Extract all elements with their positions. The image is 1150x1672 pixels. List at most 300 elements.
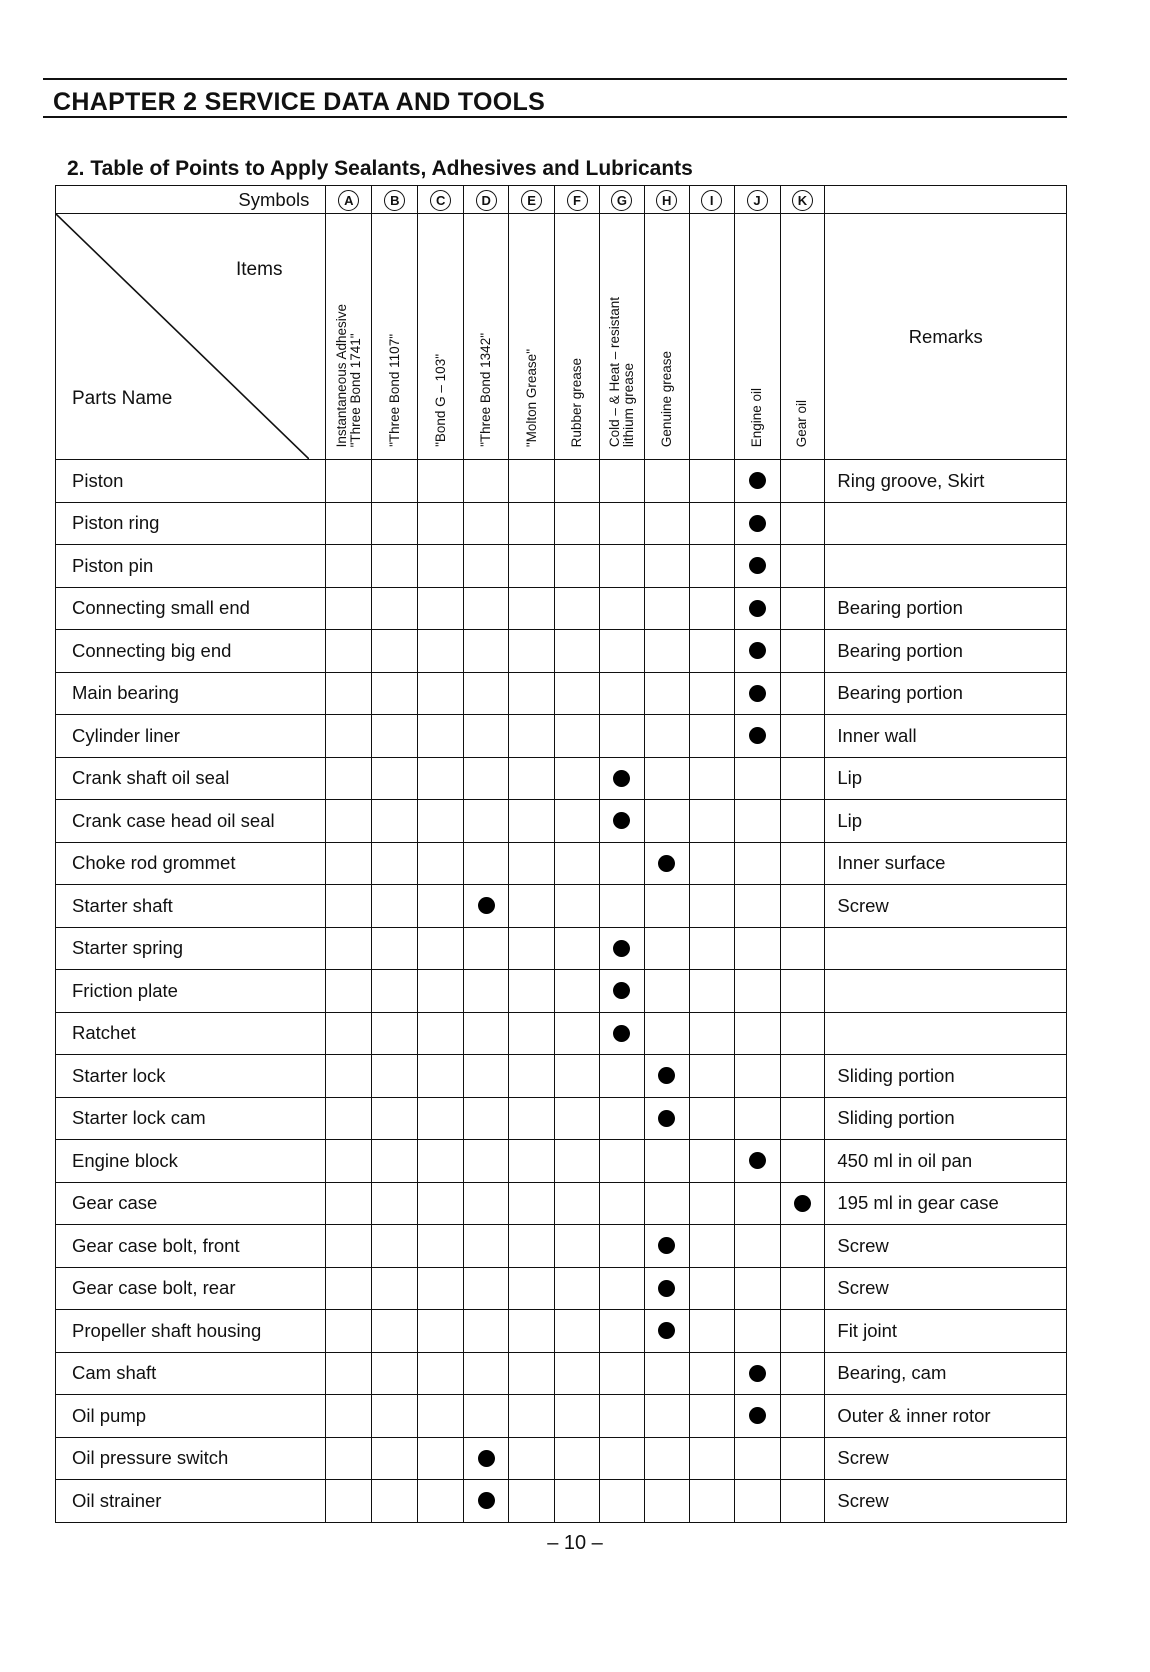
mark-cell — [464, 757, 509, 800]
mark-cell — [689, 672, 734, 715]
column-header-label: "Bond G – 103" — [432, 354, 448, 447]
mark-cell — [780, 1395, 825, 1438]
part-name-cell: Oil pressure switch — [56, 1437, 326, 1480]
mark-cell — [418, 1097, 464, 1140]
mark-cell — [509, 587, 555, 630]
mark-cell — [509, 1012, 555, 1055]
mark-cell — [734, 1480, 780, 1523]
table-row — [56, 1310, 1067, 1353]
chapter-underline — [43, 116, 1067, 118]
mark-cell — [326, 587, 372, 630]
mark-cell — [599, 630, 644, 673]
mark-cell — [555, 970, 600, 1013]
table-row — [56, 460, 1067, 503]
mark-cell — [555, 1097, 600, 1140]
mark-cell — [644, 1437, 689, 1480]
mark-cell — [509, 545, 555, 588]
application-dot-icon — [613, 770, 630, 787]
mark-cell — [644, 545, 689, 588]
table-row — [56, 1225, 1067, 1268]
mark-cell — [464, 1140, 509, 1183]
mark-cell — [372, 1437, 418, 1480]
mark-cell — [644, 800, 689, 843]
application-dot-icon — [658, 1322, 675, 1339]
mark-cell — [326, 800, 372, 843]
mark-cell — [418, 1055, 464, 1098]
mark-cell — [555, 1225, 600, 1268]
symbol-blank-cell — [825, 186, 1067, 214]
mark-cell — [418, 1395, 464, 1438]
mark-cell — [326, 885, 372, 928]
mark-cell — [644, 1395, 689, 1438]
mark-cell — [326, 672, 372, 715]
mark-cell — [464, 460, 509, 503]
mark-cell — [509, 1225, 555, 1268]
mark-cell — [734, 1055, 780, 1098]
remarks-cell — [825, 927, 1067, 970]
mark-cell — [418, 1267, 464, 1310]
mark-cell — [326, 757, 372, 800]
application-dot-icon — [749, 685, 766, 702]
remarks-cell: Lip — [825, 800, 1067, 843]
mark-cell — [599, 842, 644, 885]
mark-cell — [644, 1055, 689, 1098]
mark-cell — [599, 885, 644, 928]
symbol-circle: C — [430, 190, 451, 211]
parts-name-label: Parts Name — [72, 388, 173, 409]
mark-cell — [644, 715, 689, 758]
mark-cell — [372, 502, 418, 545]
part-name-cell: Gear case — [56, 1182, 326, 1225]
mark-cell — [689, 587, 734, 630]
mark-cell — [509, 715, 555, 758]
mark-cell — [780, 630, 825, 673]
mark-cell — [509, 927, 555, 970]
mark-cell — [689, 1012, 734, 1055]
mark-cell — [509, 1267, 555, 1310]
section-title: 2. Table of Points to Apply Sealants, Adhesives and Lubricants — [67, 157, 693, 180]
application-dot-icon — [658, 855, 675, 872]
mark-cell — [372, 1097, 418, 1140]
mark-cell — [326, 545, 372, 588]
remarks-cell: Bearing, cam — [825, 1352, 1067, 1395]
mark-cell — [599, 1267, 644, 1310]
mark-cell — [689, 1352, 734, 1395]
mark-cell — [599, 757, 644, 800]
application-dot-icon — [749, 1152, 766, 1169]
mark-cell — [734, 502, 780, 545]
table-row — [56, 1182, 1067, 1225]
part-name-cell: Cylinder liner — [56, 715, 326, 758]
mark-cell — [734, 842, 780, 885]
column-header-label: Genuine grease — [658, 350, 674, 447]
mark-cell — [780, 800, 825, 843]
mark-cell — [555, 757, 600, 800]
mark-cell — [372, 1140, 418, 1183]
mark-cell — [734, 1012, 780, 1055]
remarks-cell: Ring groove, Skirt — [825, 460, 1067, 503]
mark-cell — [418, 587, 464, 630]
mark-cell — [780, 927, 825, 970]
mark-cell — [734, 1395, 780, 1438]
mark-cell — [780, 1097, 825, 1140]
symbol-circle: B — [384, 190, 405, 211]
mark-cell — [418, 1182, 464, 1225]
mark-cell — [689, 1225, 734, 1268]
mark-cell — [599, 800, 644, 843]
mark-cell — [509, 1352, 555, 1395]
mark-cell — [555, 1310, 600, 1353]
mark-cell — [326, 842, 372, 885]
mark-cell — [418, 885, 464, 928]
mark-cell — [689, 800, 734, 843]
mark-cell — [509, 1437, 555, 1480]
mark-cell — [418, 970, 464, 1013]
column-header — [734, 214, 780, 460]
mark-cell — [464, 1437, 509, 1480]
table-row — [56, 1395, 1067, 1438]
chapter-title: CHAPTER 2 SERVICE DATA AND TOOLS — [53, 88, 546, 116]
mark-cell — [644, 587, 689, 630]
symbol-circle: E — [521, 190, 542, 211]
part-name-cell: Choke rod grommet — [56, 842, 326, 885]
application-dot-icon — [749, 557, 766, 574]
mark-cell — [644, 460, 689, 503]
mark-cell — [689, 1437, 734, 1480]
mark-cell — [599, 1182, 644, 1225]
mark-cell — [689, 757, 734, 800]
mark-cell — [418, 545, 464, 588]
column-header-label: Cold – & Heat – resistant lithium grease — [606, 296, 636, 447]
application-dot-icon — [478, 1450, 495, 1467]
mark-cell — [599, 587, 644, 630]
mark-cell — [734, 672, 780, 715]
mark-cell — [599, 1395, 644, 1438]
mark-cell — [372, 1225, 418, 1268]
remarks-cell: Lip — [825, 757, 1067, 800]
mark-cell — [464, 842, 509, 885]
column-header — [599, 214, 644, 460]
mark-cell — [555, 460, 600, 503]
mark-cell — [555, 1395, 600, 1438]
remarks-cell: Bearing portion — [825, 587, 1067, 630]
mark-cell — [734, 715, 780, 758]
mark-cell — [644, 1310, 689, 1353]
remarks-cell: Inner surface — [825, 842, 1067, 885]
mark-cell — [555, 1437, 600, 1480]
column-header — [326, 214, 372, 460]
mark-cell — [464, 1267, 509, 1310]
mark-cell — [509, 1140, 555, 1183]
mark-cell — [644, 1480, 689, 1523]
mark-cell — [734, 1437, 780, 1480]
symbols-label: Symbols — [56, 186, 326, 214]
mark-cell — [599, 1140, 644, 1183]
remarks-cell — [825, 970, 1067, 1013]
remarks-cell: Screw — [825, 885, 1067, 928]
mark-cell — [509, 1182, 555, 1225]
mark-cell — [734, 1352, 780, 1395]
symbol-cell — [644, 186, 689, 214]
mark-cell — [599, 460, 644, 503]
mark-cell — [780, 460, 825, 503]
part-name-cell: Engine block — [56, 1140, 326, 1183]
mark-cell — [509, 1055, 555, 1098]
mark-cell — [372, 1055, 418, 1098]
mark-cell — [326, 1267, 372, 1310]
mark-cell — [372, 757, 418, 800]
symbol-cell — [599, 186, 644, 214]
part-name-cell: Starter shaft — [56, 885, 326, 928]
part-name-cell: Connecting big end — [56, 630, 326, 673]
mark-cell — [780, 1352, 825, 1395]
items-parts-header — [56, 214, 326, 460]
mark-cell — [780, 1267, 825, 1310]
application-dot-icon — [749, 1365, 766, 1382]
mark-cell — [555, 1352, 600, 1395]
remarks-cell: 195 ml in gear case — [825, 1182, 1067, 1225]
mark-cell — [372, 1012, 418, 1055]
mark-cell — [372, 842, 418, 885]
part-name-cell: Crank case head oil seal — [56, 800, 326, 843]
mark-cell — [372, 885, 418, 928]
part-name-cell: Piston pin — [56, 545, 326, 588]
mark-cell — [644, 502, 689, 545]
mark-cell — [464, 970, 509, 1013]
part-name-cell: Connecting small end — [56, 587, 326, 630]
mark-cell — [555, 885, 600, 928]
mark-cell — [464, 800, 509, 843]
table-row — [56, 545, 1067, 588]
table-row — [56, 1012, 1067, 1055]
table-row — [56, 1437, 1067, 1480]
application-dot-icon — [749, 642, 766, 659]
part-name-cell: Starter spring — [56, 927, 326, 970]
mark-cell — [599, 672, 644, 715]
mark-cell — [734, 1267, 780, 1310]
remarks-cell — [825, 502, 1067, 545]
mark-cell — [689, 630, 734, 673]
mark-cell — [464, 1012, 509, 1055]
mark-cell — [555, 1055, 600, 1098]
mark-cell — [734, 545, 780, 588]
symbol-circle: H — [656, 190, 677, 211]
remarks-cell: Screw — [825, 1480, 1067, 1523]
mark-cell — [644, 1352, 689, 1395]
table-row — [56, 1055, 1067, 1098]
part-name-cell: Starter lock — [56, 1055, 326, 1098]
mark-cell — [780, 545, 825, 588]
table-row — [56, 672, 1067, 715]
mark-cell — [326, 715, 372, 758]
mark-cell — [509, 757, 555, 800]
mark-cell — [326, 630, 372, 673]
mark-cell — [464, 545, 509, 588]
application-dot-icon — [478, 897, 495, 914]
mark-cell — [509, 1480, 555, 1523]
column-header-label: Gear oil — [794, 399, 810, 447]
remarks-cell: Sliding portion — [825, 1097, 1067, 1140]
mark-cell — [464, 587, 509, 630]
mark-cell — [734, 1097, 780, 1140]
mark-cell — [464, 1310, 509, 1353]
mark-cell — [418, 715, 464, 758]
mark-cell — [689, 1310, 734, 1353]
mark-cell — [418, 630, 464, 673]
table-row — [56, 502, 1067, 545]
mark-cell — [734, 587, 780, 630]
mark-cell — [734, 757, 780, 800]
mark-cell — [326, 970, 372, 1013]
column-header — [509, 214, 555, 460]
mark-cell — [372, 970, 418, 1013]
mark-cell — [418, 1352, 464, 1395]
mark-cell — [372, 800, 418, 843]
remarks-header — [825, 214, 1067, 460]
mark-cell — [689, 1097, 734, 1140]
mark-cell — [555, 630, 600, 673]
mark-cell — [509, 800, 555, 843]
column-header — [644, 214, 689, 460]
column-header-label: "Molton Grease" — [523, 348, 539, 447]
mark-cell — [372, 630, 418, 673]
table-row — [56, 630, 1067, 673]
mark-cell — [734, 630, 780, 673]
mark-cell — [734, 885, 780, 928]
mark-cell — [509, 1097, 555, 1140]
mark-cell — [326, 1310, 372, 1353]
column-header-label: "Three Bond 1107" — [386, 334, 402, 447]
part-name-cell: Piston ring — [56, 502, 326, 545]
column-header — [780, 214, 825, 460]
lubricant-table — [55, 185, 1067, 1523]
mark-cell — [555, 1012, 600, 1055]
mark-cell — [326, 1140, 372, 1183]
mark-cell — [555, 842, 600, 885]
table-row — [56, 1097, 1067, 1140]
column-header — [689, 214, 734, 460]
mark-cell — [326, 502, 372, 545]
mark-cell — [780, 1182, 825, 1225]
page-number: – 10 – — [547, 1532, 603, 1554]
symbol-cell — [418, 186, 464, 214]
mark-cell — [555, 587, 600, 630]
mark-cell — [418, 927, 464, 970]
application-dot-icon — [658, 1237, 675, 1254]
mark-cell — [555, 1267, 600, 1310]
mark-cell — [372, 1352, 418, 1395]
mark-cell — [372, 1182, 418, 1225]
mark-cell — [689, 460, 734, 503]
mark-cell — [780, 885, 825, 928]
mark-cell — [372, 672, 418, 715]
mark-cell — [418, 842, 464, 885]
mark-cell — [326, 1352, 372, 1395]
mark-cell — [372, 1480, 418, 1523]
mark-cell — [509, 1310, 555, 1353]
symbol-cell — [464, 186, 509, 214]
mark-cell — [509, 1395, 555, 1438]
mark-cell — [734, 1182, 780, 1225]
remarks-cell: Sliding portion — [825, 1055, 1067, 1098]
part-name-cell: Gear case bolt, rear — [56, 1267, 326, 1310]
part-name-cell: Crank shaft oil seal — [56, 757, 326, 800]
mark-cell — [780, 757, 825, 800]
application-dot-icon — [613, 1025, 630, 1042]
application-dot-icon — [613, 982, 630, 999]
mark-cell — [372, 927, 418, 970]
mark-cell — [464, 502, 509, 545]
mark-cell — [326, 1225, 372, 1268]
mark-cell — [689, 1395, 734, 1438]
mark-cell — [372, 1267, 418, 1310]
mark-cell — [555, 1140, 600, 1183]
mark-cell — [326, 1055, 372, 1098]
table-row — [56, 970, 1067, 1013]
mark-cell — [555, 502, 600, 545]
mark-cell — [689, 1055, 734, 1098]
mark-cell — [599, 1225, 644, 1268]
mark-cell — [780, 672, 825, 715]
mark-cell — [372, 587, 418, 630]
mark-cell — [644, 927, 689, 970]
application-dot-icon — [613, 940, 630, 957]
mark-cell — [644, 1267, 689, 1310]
mark-cell — [372, 1395, 418, 1438]
mark-cell — [689, 1267, 734, 1310]
mark-cell — [326, 927, 372, 970]
mark-cell — [555, 715, 600, 758]
mark-cell — [464, 1352, 509, 1395]
application-dot-icon — [749, 600, 766, 617]
mark-cell — [418, 1480, 464, 1523]
mark-cell — [326, 1182, 372, 1225]
mark-cell — [326, 460, 372, 503]
mark-cell — [780, 1012, 825, 1055]
mark-cell — [464, 1480, 509, 1523]
mark-cell — [734, 460, 780, 503]
mark-cell — [780, 587, 825, 630]
mark-cell — [418, 800, 464, 843]
mark-cell — [644, 1140, 689, 1183]
mark-cell — [599, 1437, 644, 1480]
mark-cell — [689, 927, 734, 970]
mark-cell — [734, 970, 780, 1013]
mark-cell — [509, 885, 555, 928]
symbol-circle: D — [476, 190, 497, 211]
application-dot-icon — [478, 1492, 495, 1509]
table-row — [56, 1267, 1067, 1310]
mark-cell — [418, 1310, 464, 1353]
mark-cell — [689, 842, 734, 885]
mark-cell — [689, 1480, 734, 1523]
mark-cell — [780, 1480, 825, 1523]
symbol-circle: F — [567, 190, 588, 211]
mark-cell — [689, 715, 734, 758]
application-dot-icon — [749, 1407, 766, 1424]
mark-cell — [326, 1012, 372, 1055]
column-header-label: Rubber grease — [569, 357, 584, 447]
items-label: Items — [236, 259, 283, 280]
mark-cell — [599, 1310, 644, 1353]
mark-cell — [418, 502, 464, 545]
mark-cell — [464, 1055, 509, 1098]
part-name-cell: Gear case bolt, front — [56, 1225, 326, 1268]
mark-cell — [418, 1437, 464, 1480]
mark-cell — [326, 1437, 372, 1480]
column-header-label: "Three Bond 1342" — [478, 333, 494, 447]
column-header-row — [56, 214, 1067, 460]
